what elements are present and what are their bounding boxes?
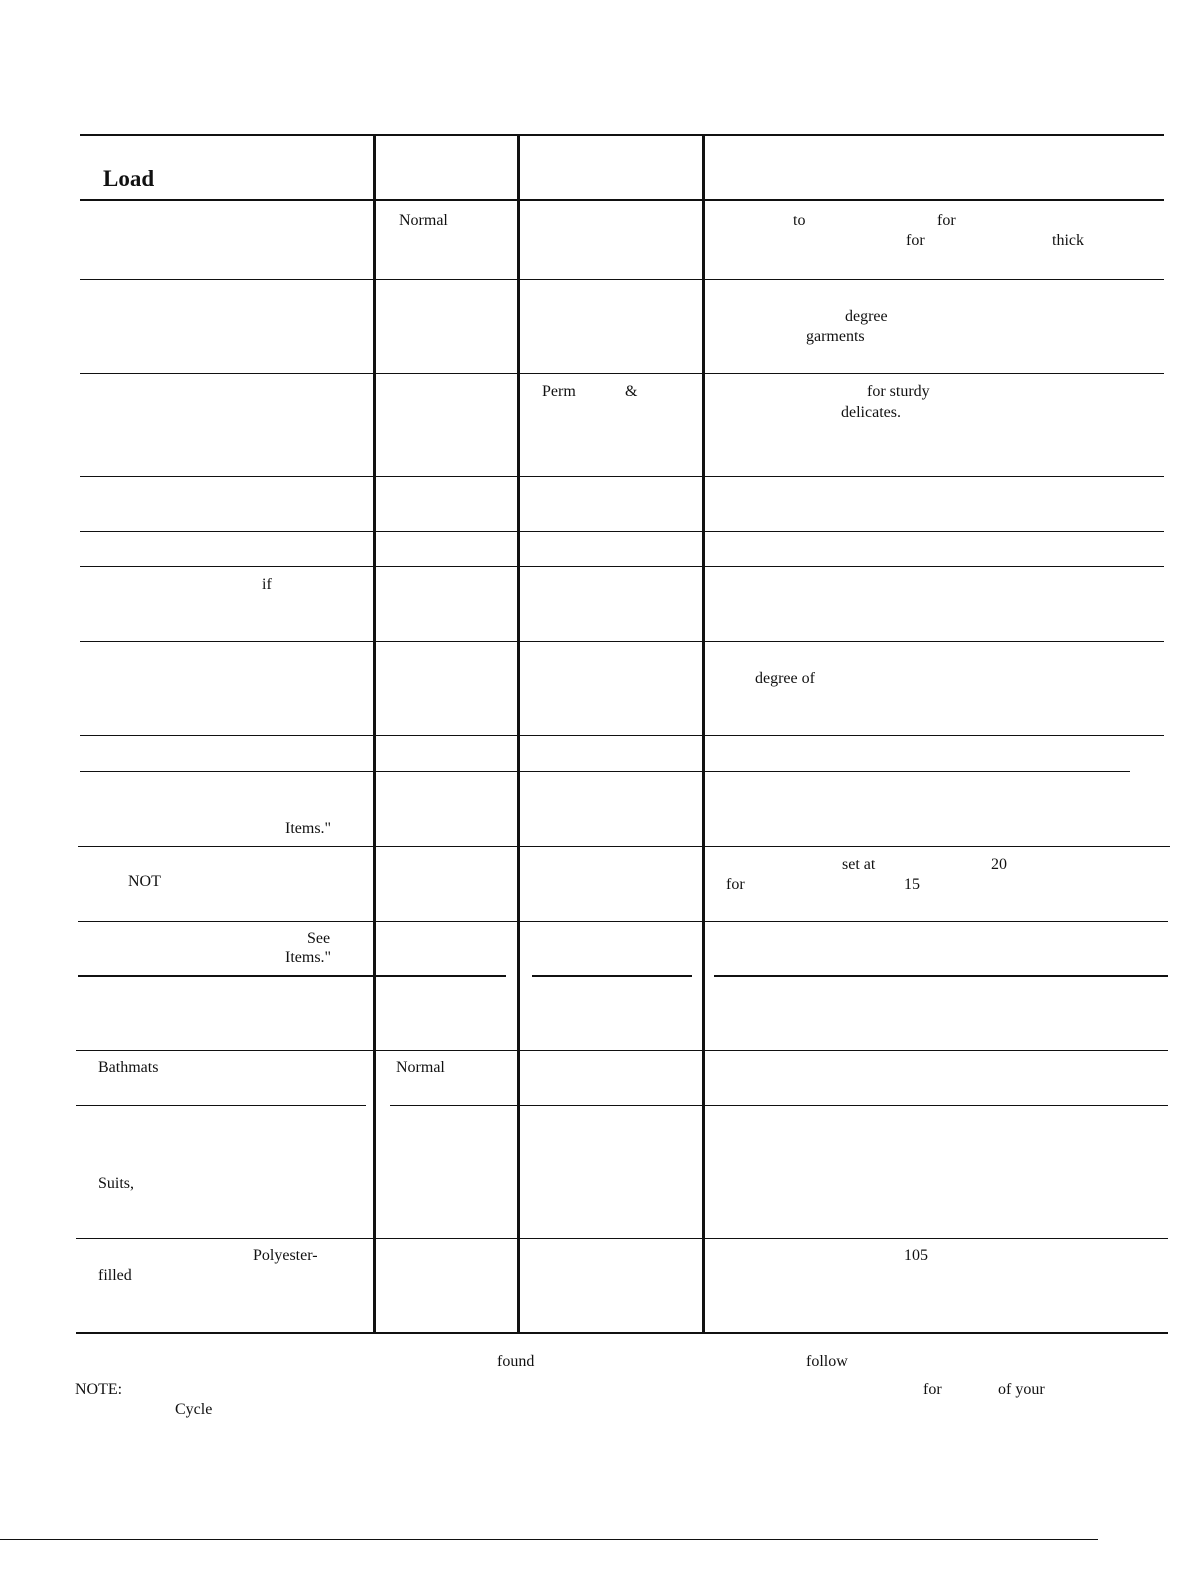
row-rule xyxy=(78,975,506,977)
row-rule xyxy=(80,279,1164,280)
footer-fragment: follow xyxy=(806,1353,848,1370)
column-divider xyxy=(702,135,705,1333)
note-fragment: degree xyxy=(845,308,888,325)
load-cell: Bathmats xyxy=(98,1059,159,1076)
column-divider xyxy=(517,135,520,1333)
row-rule xyxy=(80,641,1164,642)
column-divider xyxy=(373,135,376,1333)
note-fragment: for xyxy=(937,212,956,229)
row-rule xyxy=(506,1105,1168,1106)
column-header-load: Load xyxy=(103,166,155,191)
note-fragment: 15 xyxy=(904,876,920,893)
load-cell: if xyxy=(262,576,272,593)
load-cell: Items." xyxy=(285,820,332,837)
row-rule xyxy=(80,531,1164,532)
note-fragment: for xyxy=(906,232,925,249)
note-fragment: for sturdy xyxy=(867,383,930,400)
footer-fragment: of your xyxy=(998,1381,1045,1398)
row-rule xyxy=(78,921,1168,922)
note-fragment: for xyxy=(726,876,745,893)
note-fragment: set at xyxy=(842,856,876,873)
row-rule xyxy=(76,1105,366,1106)
note-fragment: thick xyxy=(1052,232,1084,249)
row-rule xyxy=(76,1238,1168,1239)
row-rule xyxy=(80,735,1164,736)
page-bottom-rule xyxy=(0,1539,1098,1540)
note-fragment: to xyxy=(793,212,806,229)
row-rule xyxy=(714,975,1168,977)
footer-fragment: found xyxy=(497,1353,535,1370)
load-cell: filled xyxy=(98,1267,132,1284)
row-rule xyxy=(80,771,1130,772)
note-fragment: degree of xyxy=(755,670,815,687)
row-rule xyxy=(80,476,1164,477)
note-fragment: delicates. xyxy=(841,404,901,421)
row-rule xyxy=(390,1105,506,1106)
row-rule xyxy=(80,373,1164,374)
footer-fragment: for xyxy=(923,1381,942,1398)
table-bottom-rule xyxy=(76,1332,1168,1334)
temperature-cell: & xyxy=(625,383,638,400)
footer-fragment: Cycle xyxy=(175,1401,213,1418)
note-fragment: 20 xyxy=(991,856,1007,873)
cycle-cell: Normal xyxy=(396,1059,445,1076)
temperature-cell: Perm xyxy=(542,383,576,400)
note-label: NOTE: xyxy=(75,1381,123,1398)
load-cell: See xyxy=(307,930,331,947)
note-fragment: 105 xyxy=(904,1247,928,1264)
table-top-rule xyxy=(80,134,1164,136)
row-rule xyxy=(532,975,692,977)
load-cell: Suits, xyxy=(98,1175,135,1192)
load-cell: NOT xyxy=(128,873,161,890)
note-fragment: garments xyxy=(806,328,865,345)
load-cell: Polyester- xyxy=(253,1247,318,1264)
row-rule xyxy=(80,566,1164,567)
row-rule xyxy=(78,846,1170,847)
cycle-cell: Normal xyxy=(399,212,448,229)
header-bottom-rule xyxy=(80,199,1164,201)
row-rule xyxy=(76,1050,1168,1051)
load-cell: Items." xyxy=(285,949,332,966)
